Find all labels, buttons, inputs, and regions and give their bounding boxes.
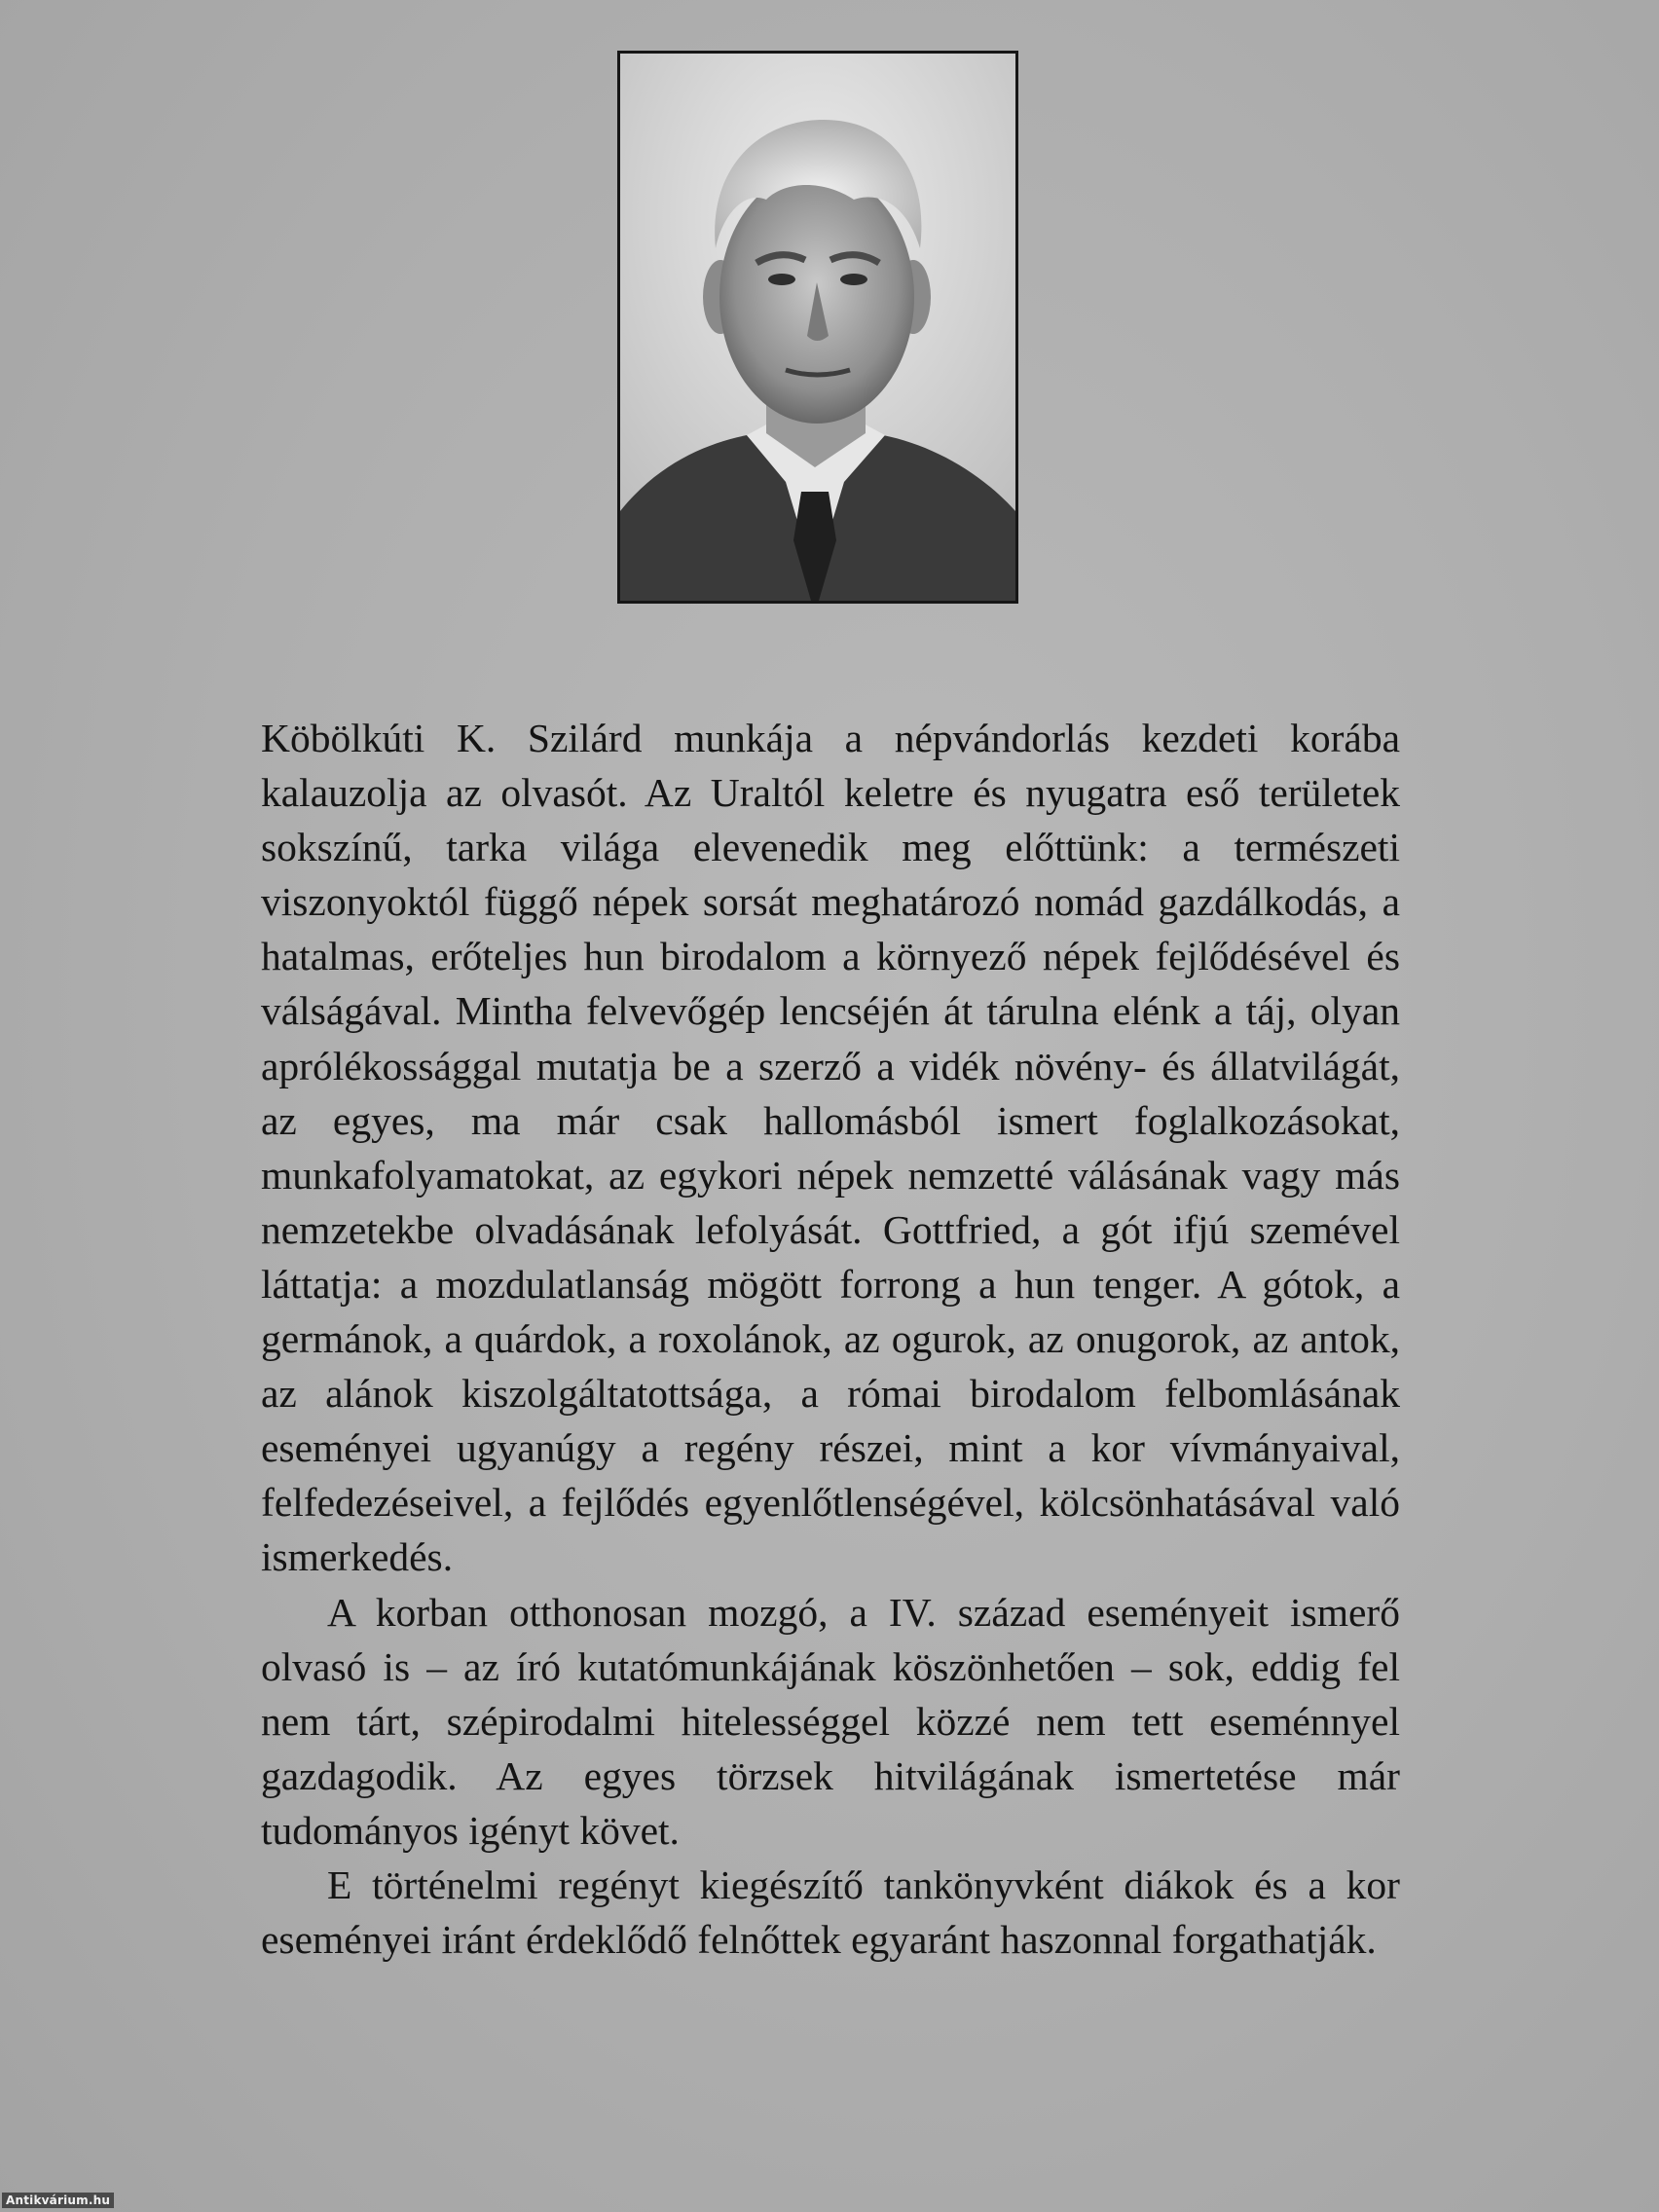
author-portrait-image: [620, 54, 1015, 601]
blurb-paragraph: E történelmi regényt kiegészítő tankönyvként diákok és a kor eseményei iránt érdeklődő felnőttek egyaránt haszonnal forgathatják.: [261, 1862, 1400, 1963]
blurb-paragraph: Köbölkúti K. Szilárd munkája a népvándorlás kezdeti korába kalauzolja az olvasót. Az Uraltól keletre és nyugatra eső területek sokszínű, tarka világa elevenedik meg előttünk: a természeti viszonyoktól függő népek sorsát meghatározó nomád gazdálkodás, a hatalmas, erőteljes hun birodalom a környező népek fejlődésével és válságával. Mintha felvevőgép lencséjén át tárulna elénk a táj, olyan aprólékossággal mutatja be a szerző a vidék növény- és állatvilágát, az egyes, ma már csak hallomásból ismert foglalkozásokat, munkafolyamatokat, az egykori népek nemzetté válásának vagy más nemzetekbe olvadásának lefolyását. Gottfried, a gót ifjú szemével láttatja: a mozdulatlanság mögött forrong a hun tenger. A gótok, a germánok, a quárdok, a roxolánok, az ogurok, az onugorok, az antok, az alánok kiszolgáltatottsága, a római birodalom felbomlásának eseményei ugyanúgy a regény részei, mint a kor vívmányaival, felfedezéseivel, a fejlődés egyenlőtlenségével, kölcsönhatásával való ismerkedés.: [261, 716, 1400, 1580]
watermark: Antikvárium.hu: [2, 2193, 114, 2208]
blurb-paragraph: A korban otthonosan mozgó, a IV. század eseményeit ismerő olvasó is – az író kutatómunkájának köszönhetően – sok, eddig fel nem tárt, szépirodalmi hitelességgel közzé nem tett eseménnyel gazdagodik. Az egyes törzsek hitvilágának ismertetése már tudományos igényt követ.: [261, 1589, 1400, 1853]
blurb-text: [261, 711, 1400, 1967]
author-portrait: [617, 51, 1018, 604]
